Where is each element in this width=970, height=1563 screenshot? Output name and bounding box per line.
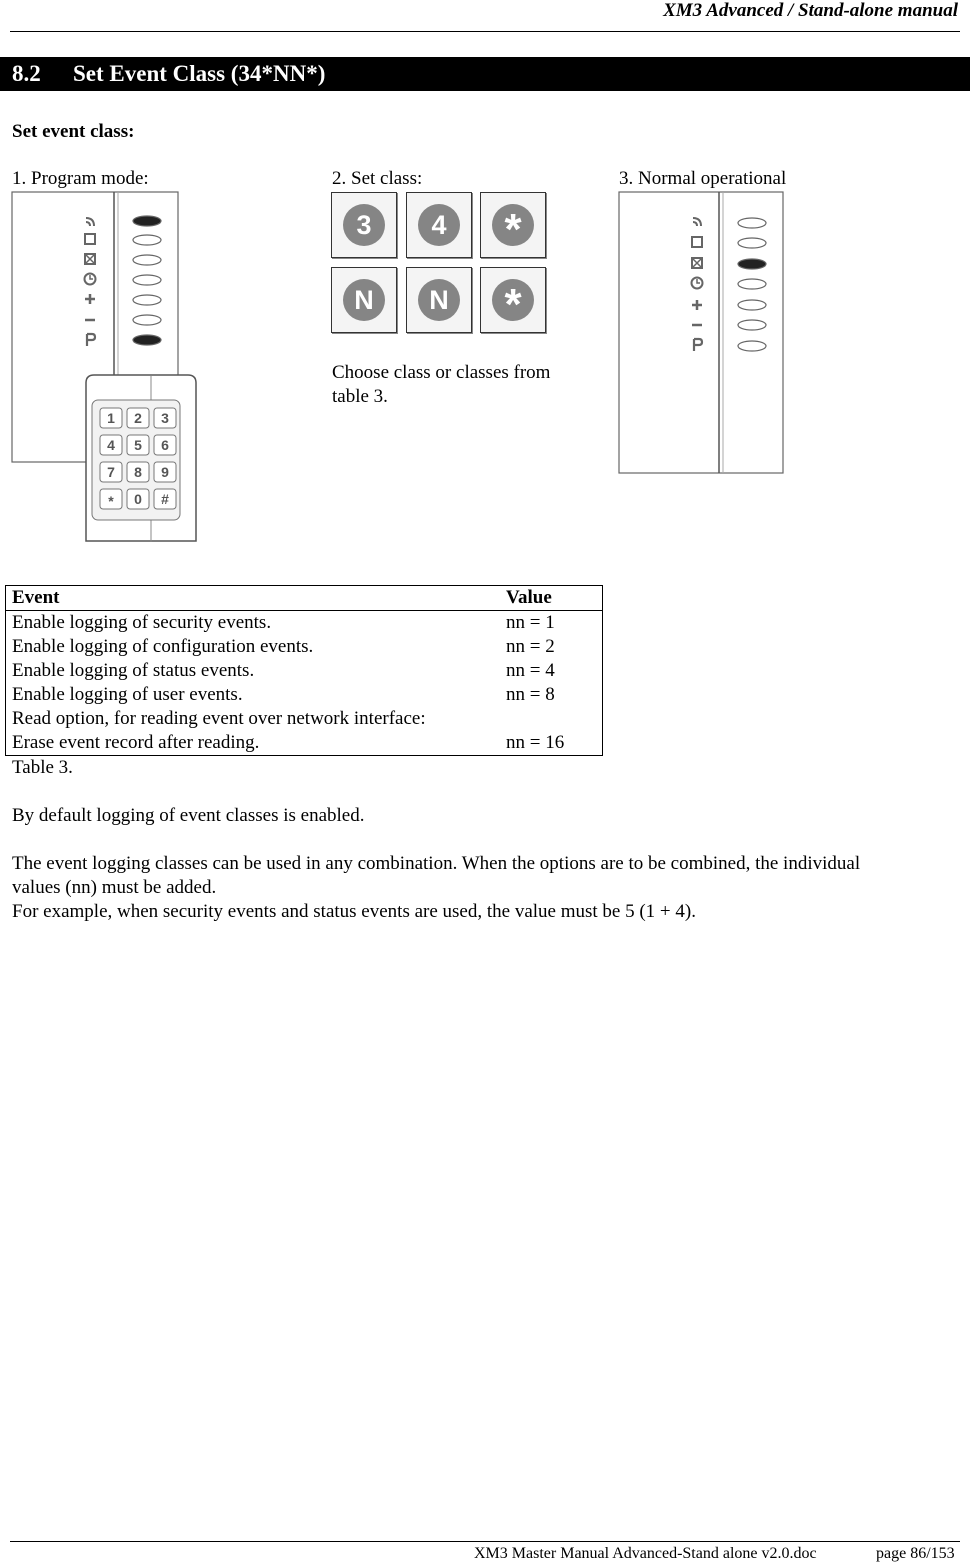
svg-text:1: 1 [107,410,115,426]
value-cell: nn = 4 [506,660,555,681]
table-header-row [6,586,603,611]
table-row [6,659,603,683]
step-1-label: 1. Program mode: [12,168,149,189]
svg-text:8: 8 [134,464,142,480]
svg-text:3: 3 [161,410,169,426]
footer-page-number: page 86/153 [876,1545,955,1562]
event-cell: Enable logging of configuration events. [12,636,314,657]
step-3-label: 3. Normal operational [619,168,787,189]
key-n: N [406,267,472,333]
section-number: 8.2 [12,61,41,86]
table-row [6,707,603,731]
running-header: XM3 Advanced / Stand-alone manual [663,0,958,21]
value-cell: nn = 16 [506,732,565,753]
key-4: 4 [406,192,472,258]
key-star: * [480,192,546,258]
svg-text:0: 0 [134,491,142,507]
paragraph-combination: The event logging classes can be used in any combination. When the options are to be combined, the individual values (nn) must be added. For example, when security events and status events are used, the value must be 5 (1 + 4). [12,853,861,922]
svg-text:#: # [161,491,169,507]
event-cell: Erase event record after reading. [12,732,260,753]
paragraph-default-logging: By default logging of event classes is enabled. [12,805,365,826]
value-cell: nn = 2 [506,636,555,657]
footer-document-name: XM3 Master Manual Advanced-Stand alone v2.0.doc [474,1545,817,1562]
header-rule [10,31,960,32]
svg-text:2: 2 [134,410,142,426]
svg-text:4: 4 [107,437,115,453]
key-star: * [480,267,546,333]
section-title: Set Event Class (34*NN*) [73,61,326,86]
table-caption: Table 3. [12,757,73,778]
table-row [6,731,603,756]
value-cell: nn = 1 [506,612,555,633]
event-cell: Read option, for reading event over network interface: [12,708,426,729]
svg-text:5: 5 [134,437,142,453]
step-2-label: 2. Set class: [332,168,423,189]
svg-text:*: * [108,493,114,509]
svg-text:6: 6 [161,437,169,453]
value-cell [500,707,603,731]
step-2-note: Choose class or classes from table 3. [332,362,551,407]
key-n: N [331,267,397,333]
value-cell: nn = 8 [506,684,555,705]
key-3: 3 [331,192,397,258]
column-header-value: Value [500,586,603,611]
table-row [6,635,603,659]
table-row [6,683,603,707]
event-cell: Enable logging of security events. [12,612,272,633]
svg-text:9: 9 [161,464,169,480]
section-heading [0,57,970,91]
normal-operational-reader-illustration [618,191,786,475]
svg-text:7: 7 [107,464,115,480]
event-cell: Enable logging of status events. [12,660,255,681]
column-header-event: Event [6,586,501,611]
subheading: Set event class: [12,121,135,142]
event-class-table [5,585,603,756]
program-mode-reader-illustration [10,190,200,548]
event-cell: Enable logging of user events. [12,684,243,705]
table-row [6,611,603,636]
footer-rule [10,1541,960,1542]
